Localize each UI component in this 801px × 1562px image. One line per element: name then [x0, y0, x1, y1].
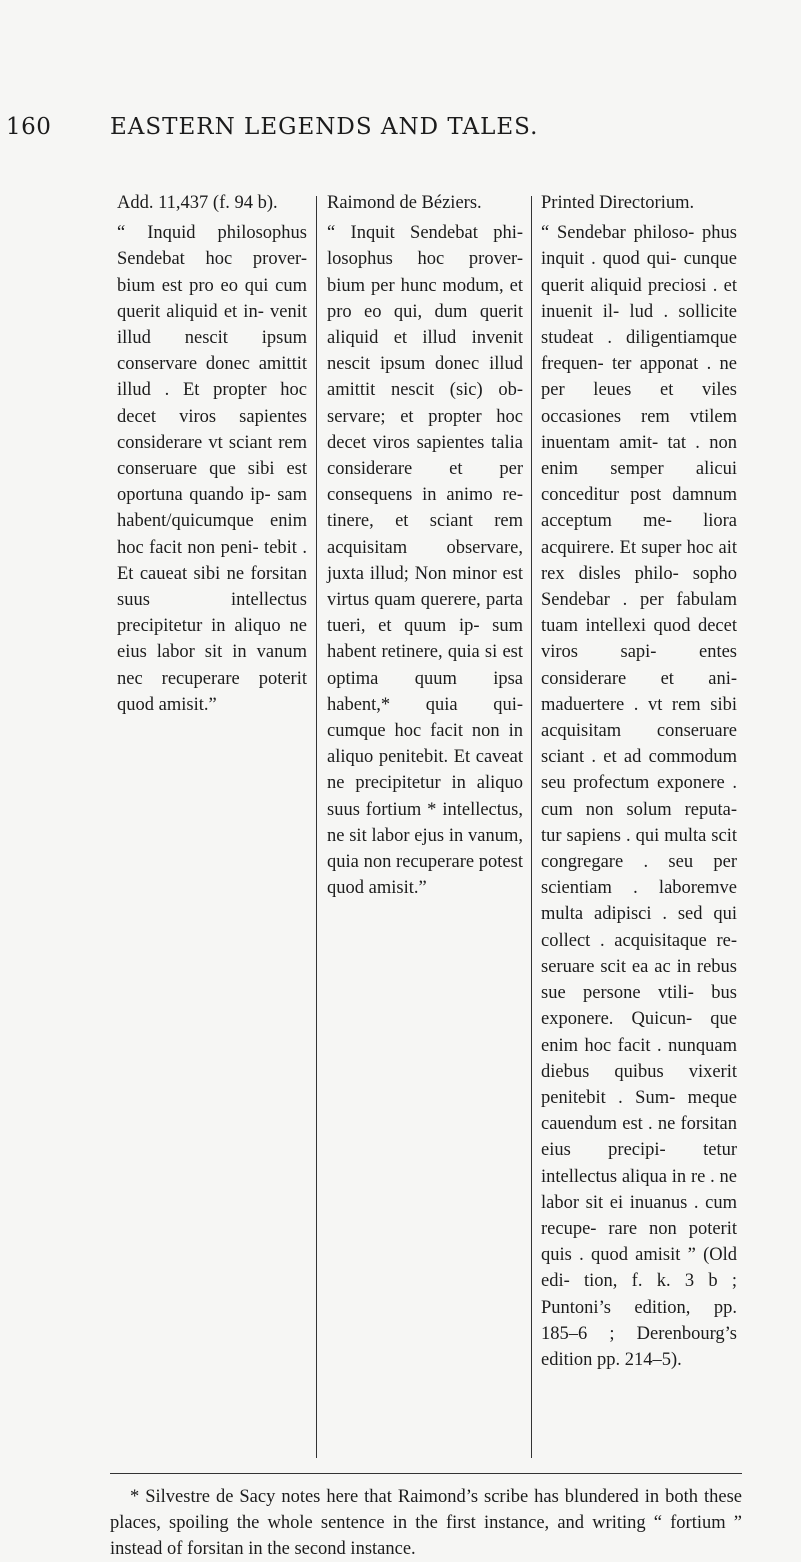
column-heading: Raimond de Béziers.	[327, 193, 482, 213]
column-text: “ Sendebar philoso- phus inquit . quod qui- cunque querit aliquid preciosi . et inuenit il- lud . sollicite studeat . diligentiamque frequen- ter apponat . ne per leues et viles occasiones rem vtilem inuentam amit- tat . non enim semper alicui conceditur post damnum acceptum me- liora acquirere. Et super hoc ait rex disles philo- sopho Sendebar . per fabulam tuam intellexi quod decet viros sapi- entes considerare et ani- maduertere . vt rem sibi acquisitam conseruare sciant . et ad commodum seu profectum exponere . cum non solum reputa- tur sapiens . qui multa scit congregare . seu per scientiam . laboremve multa adipisci . sed qui collect . acquisitaque re- seruare scit ea ac in rebus sue persone vtili- bus exponere. Quicun- que enim hoc facit . nunquam diebus quibus vixerit penitebit . Sum- meque cauendum est . ne forsitan eius precipi- tetur intellectus aliqua in re . ne labor sit ei inuanus . cum recupe- rare non poterit quis . quod amisit ” (Old edi- tion, f. k. 3 b ; Puntoni’s edition, pp. 185–6 ; Derenbourg’s edition pp. 214–5).	[541, 223, 737, 1370]
column-text: “ Inquid philosophus Sendebat hoc prover- bium est pro eo qui cum querit aliquid et in- venit illud nescit ipsum conservare donec amittit illud . Et propter hoc decet viros sapientes considerare vt sciant rem conseruare que sibi est oportuna quando ip- sam habent/quicumque enim hoc facit non peni- tebit . Et caueat sibi ne forsitan suus intellectus precipitetur in aliquo ne eius labor sit in vanum nec recuperare poterit quod amisit.”	[117, 223, 307, 715]
column-text: “ Inquit Sendebat phi- losophus hoc prover- bium per hunc modum, et pro eo qui, dum querit aliquid et illud invenit nescit ipsum donec illud amittit nescit (sic) ob- servare; et propter hoc decet viros sapientes talia considerare et per consequens in animo re- tinere, et sciant rem acquisitam observare, juxta illud; Non minor est virtus quam querere, parta tueri, et quum ip- sum habent retinere, quia si est optima quum ipsa habent,* quia qui- cumque hoc facit non in aliquo penitebit. Et caveat ne precipitetur in aliquo suus fortium * intellectus, ne sit labor ejus in vanum, quia non recuperare potest quod amisit.”	[327, 223, 523, 899]
column-heading: Printed Directorium.	[541, 193, 695, 213]
footnote-rule	[110, 1473, 742, 1474]
column-divider	[531, 196, 532, 1458]
column-heading: Add. 11,437 (f. 94 b).	[117, 193, 278, 213]
column-divider	[316, 196, 317, 1458]
page-number: 160	[6, 114, 52, 140]
column-directorium	[541, 190, 737, 1373]
column-add-11437	[117, 190, 307, 718]
column-raimond	[327, 190, 523, 901]
running-head: EASTERN LEGENDS AND TALES.	[110, 114, 539, 140]
page-header	[0, 114, 801, 150]
footnote: * Silvestre de Sacy notes here that Raimond’s scribe has blundered in both these places, spoiling the whole sentence in the first instance, and writing “ fortium ” instead of forsitan in the second instance.	[110, 1487, 742, 1559]
